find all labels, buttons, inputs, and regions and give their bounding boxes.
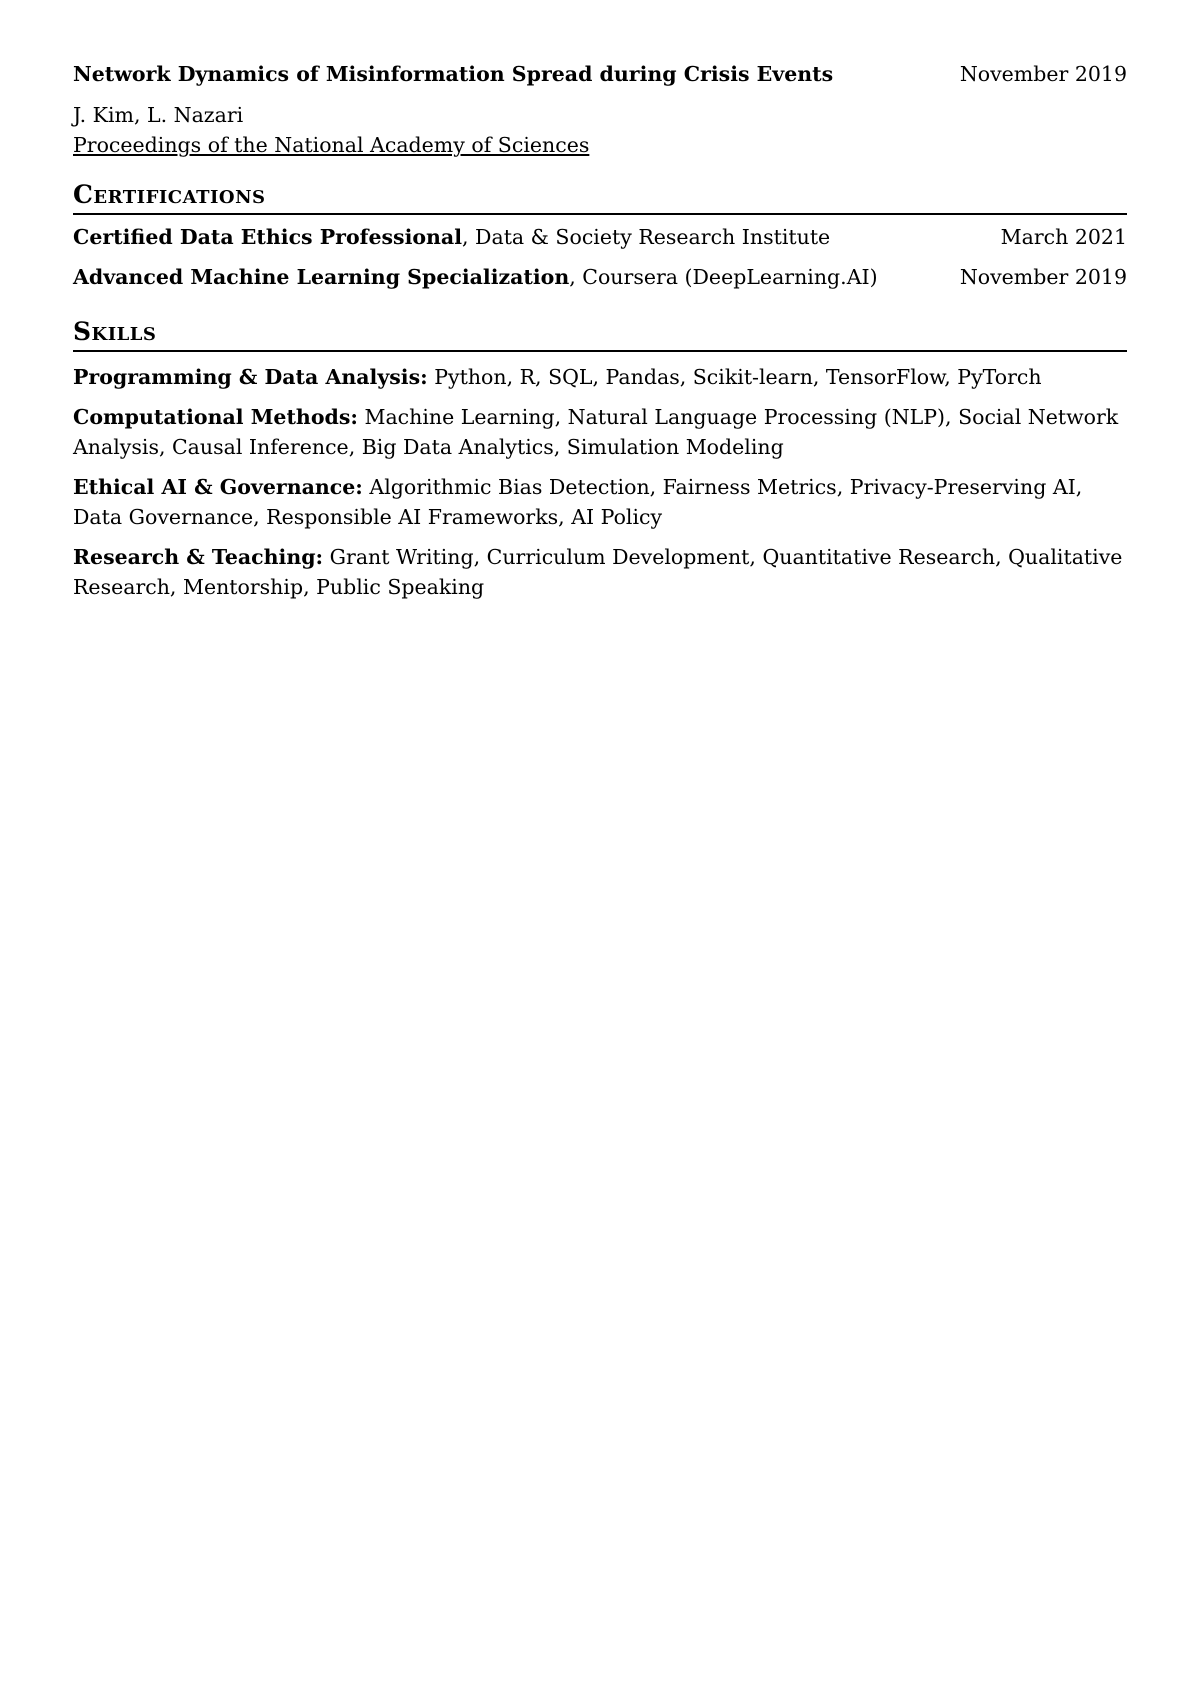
certification-issuer: , Data & Society Research Institute bbox=[462, 225, 831, 249]
skill-item bbox=[73, 472, 1127, 532]
certification-date: March 2021 bbox=[1000, 225, 1127, 249]
skill-label: Computational Methods: bbox=[73, 405, 358, 429]
publication-authors: J. Kim, L. Nazari bbox=[73, 103, 244, 127]
certifications-heading: Certifications bbox=[73, 178, 1127, 215]
skills-heading: Skills bbox=[73, 315, 1127, 352]
skill-value: Algorithmic Bias Detection, Fairness Metrics, Privacy-Preserving AI, Data Governance, Responsible AI Frameworks, AI Policy bbox=[73, 475, 1083, 529]
skill-label: Ethical AI & Governance: bbox=[73, 475, 363, 499]
skill-label: Programming & Data Analysis: bbox=[73, 365, 428, 389]
certification-name: Advanced Machine Learning Specialization bbox=[73, 265, 570, 289]
publication-entry bbox=[73, 62, 1127, 100]
skill-value: Machine Learning, Natural Language Processing (NLP), Social Network Analysis, Causal Inference, Big Data Analytics, Simulation Modeling bbox=[73, 405, 1119, 459]
publication-venue-link[interactable]: Proceedings of the National Academy of Sciences bbox=[73, 133, 590, 157]
certification-name: Certified Data Ethics Professional bbox=[73, 225, 462, 249]
certification-date: November 2019 bbox=[959, 265, 1127, 289]
skill-item bbox=[73, 542, 1127, 602]
skill-item bbox=[73, 402, 1127, 462]
certification-issuer: , Coursera (DeepLearning.AI) bbox=[569, 265, 878, 289]
certification-item bbox=[73, 225, 1127, 257]
resume-page bbox=[73, 62, 1127, 602]
publication-title: Network Dynamics of Misinformation Spread during Crisis Events bbox=[73, 62, 834, 86]
skill-label: Research & Teaching: bbox=[73, 545, 324, 569]
publication-date: November 2019 bbox=[959, 62, 1127, 86]
certification-item bbox=[73, 265, 1127, 297]
skill-item bbox=[73, 362, 1127, 392]
skill-value: Grant Writing, Curriculum Development, Quantitative Research, Qualitative Research, Mentorship, Public Speaking bbox=[73, 545, 1123, 599]
skill-value: Python, R, SQL, Pandas, Scikit-learn, TensorFlow, PyTorch bbox=[427, 365, 1042, 389]
